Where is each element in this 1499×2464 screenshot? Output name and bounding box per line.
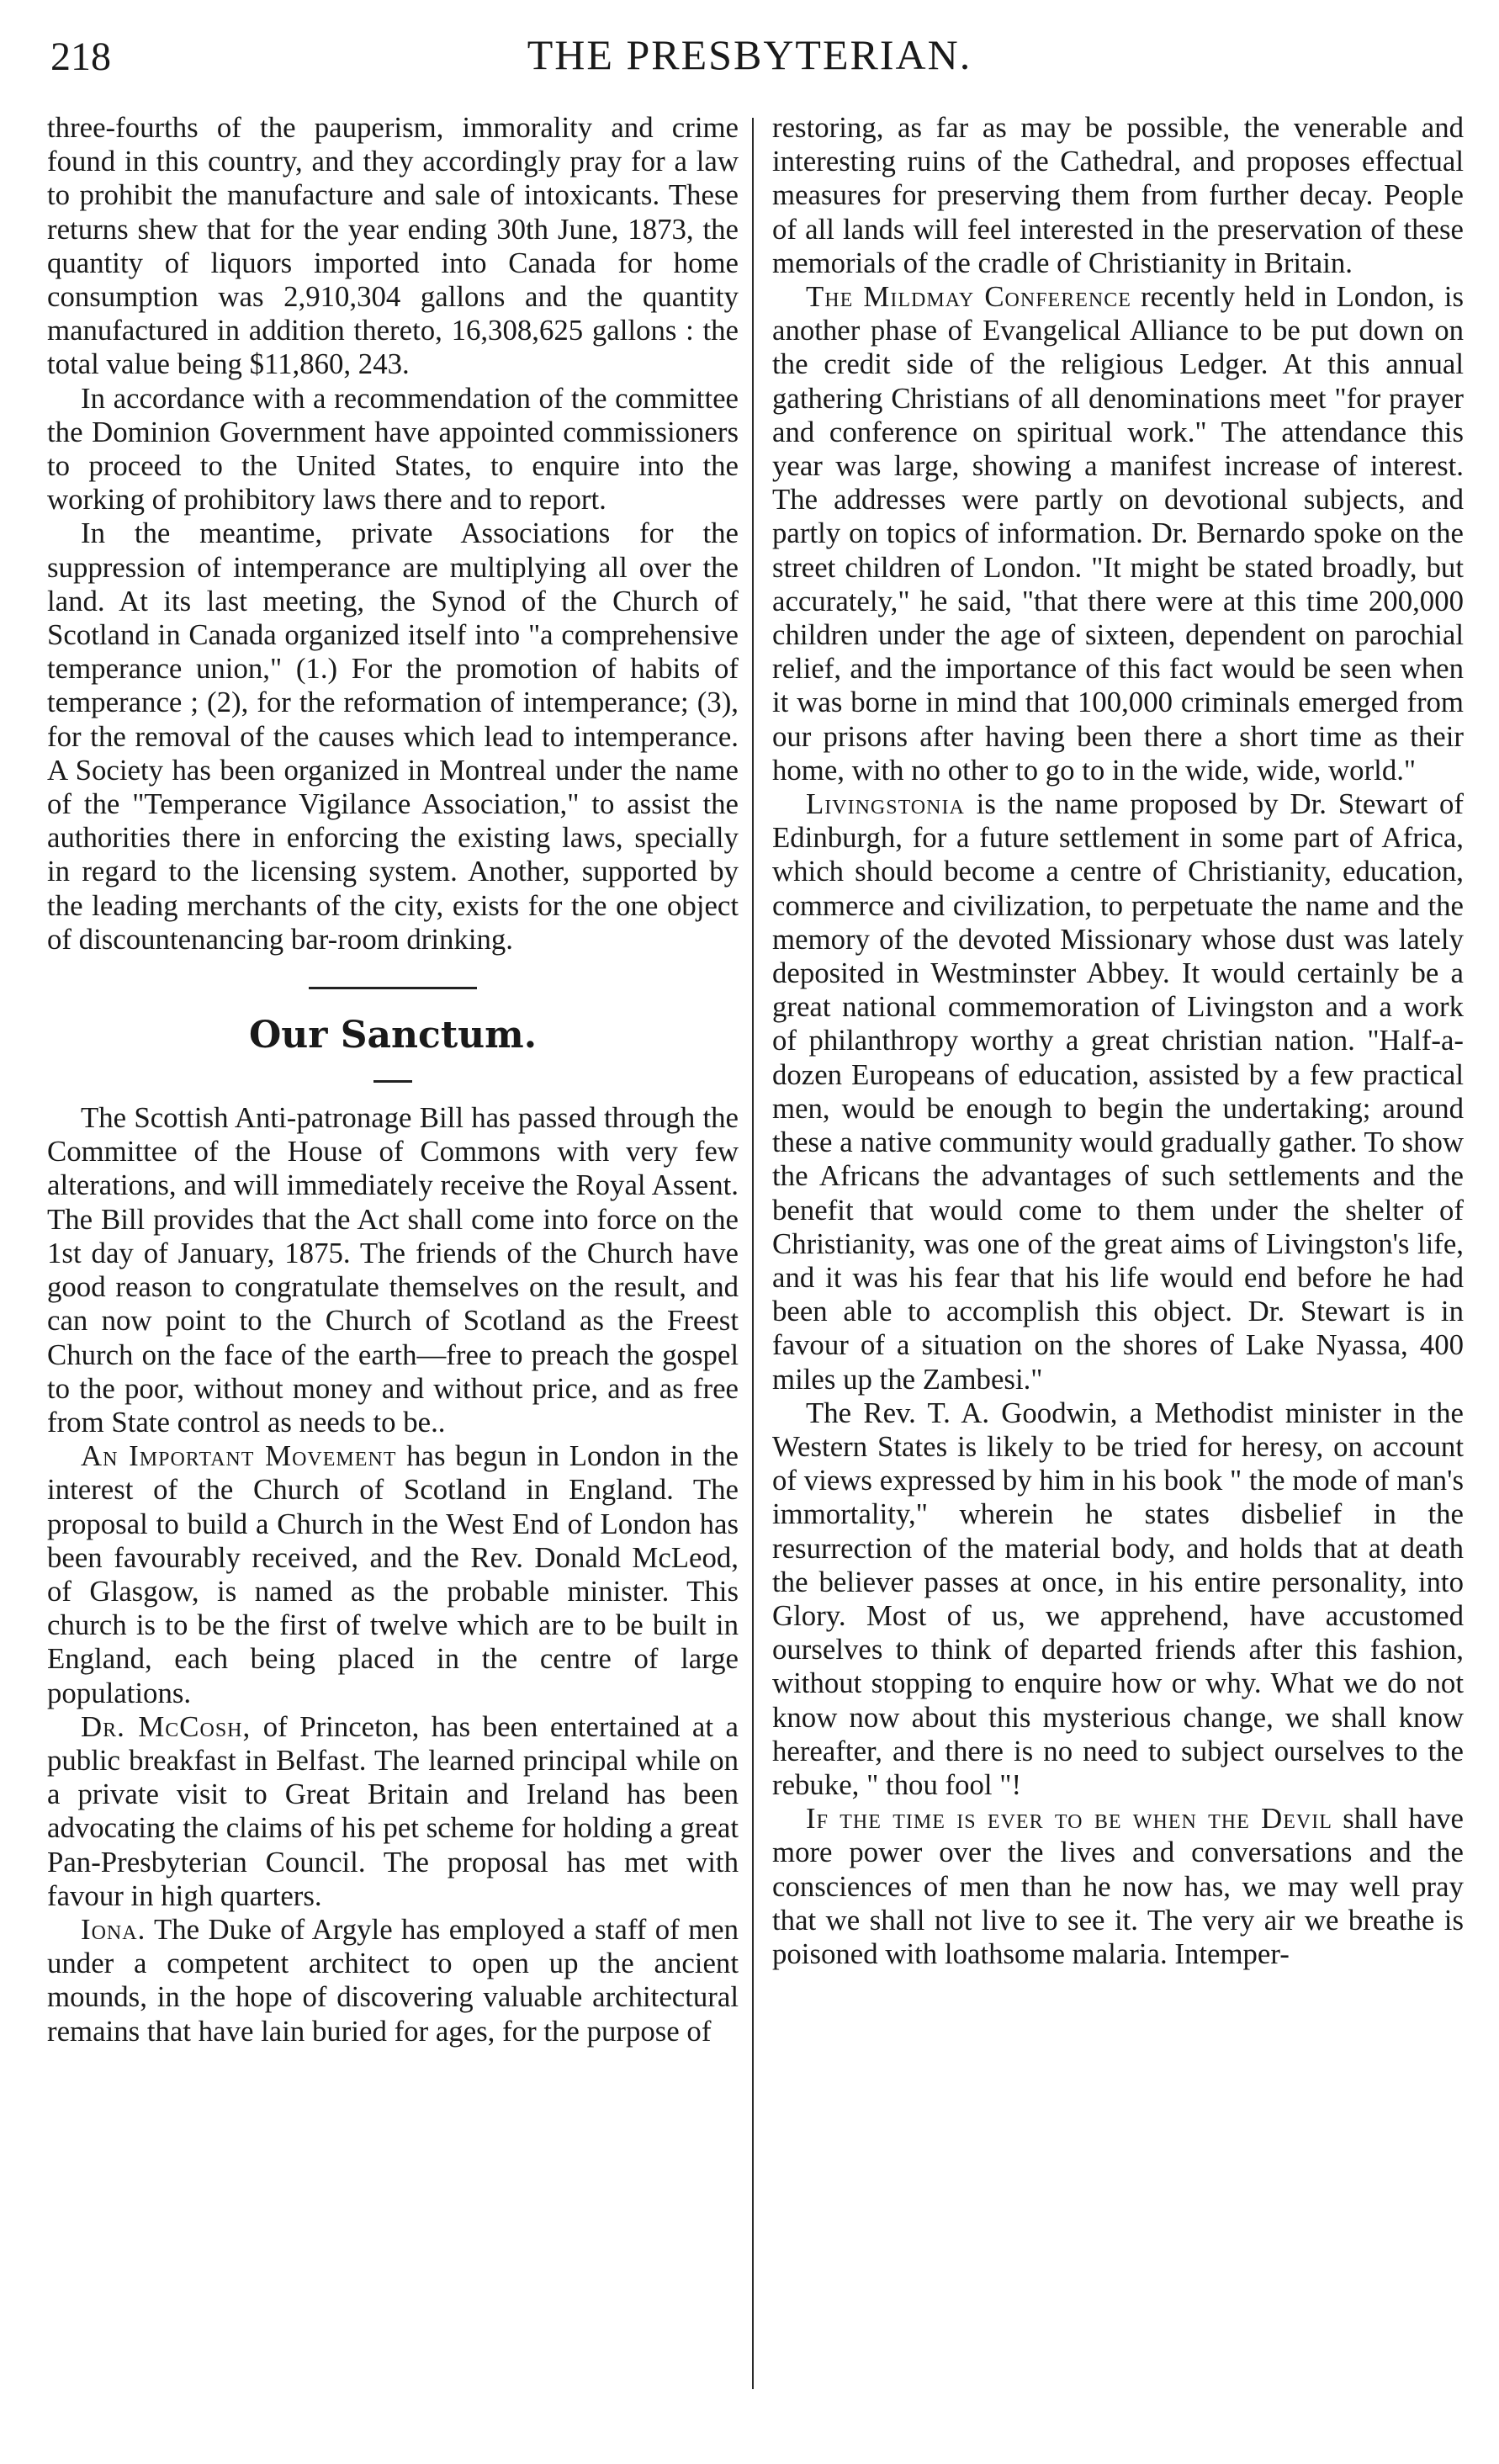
- paragraph: In the meantime, private Associations for the suppression of intemperance are multiplying all over the land. At its last meeting, the Synod of the Church of Scotland in Canada organized itself into "a comprehensive temperance union," (1.) For the promotion of habits of temperance ; (2), for the reformation of intemperance; (3), for the removal of the causes which lead to intemperance. A Society has been organized in Montreal under the name of the "Temperance Vigilance Association," to assist the authorities there in enforcing the existing laws, specially in regard to the licensing system. Another, supported by the leading merchants of the city, exists for the one object of discountenancing bar-room drinking.: [47, 517, 739, 956]
- paragraph: [47, 1439, 739, 1710]
- paragraph: In accordance with a recommendation of the committee the Dominion Government have appointed commissioners to proceed to the United States, to enquire into the working of prohibitory laws there and to report.: [47, 381, 739, 517]
- paragraph-body: shall have more power over the lives and conversations and the consciences of men than he now has, we may well pray that we shall not live to see it. The very air we breathe is poisoned with loathsome malaria. Intemper-: [772, 1802, 1464, 1970]
- paragraph-body: recently held in London, is another phase of Evangelical Alliance to be put down on the credit side of the religious Ledger. At this annual gathering Christians of all denominations meet "for prayer and conference on spiritual work." The attendance this year was large, showing a manifest increase of interest. The addresses were partly on devotional subjects, and partly on topics of information. Dr. Bernardo spoke on the street children of London. "It might be stated broadly, but accurately," he said, "that there were at this time 200,000 children under the age of sixteen, dependent on parochial relief, and the importance of this fact would be seen when it was borne in mind that 100,000 criminals emerged from our prisons after having been there a short time as their home, with no other to go to in the wide, wide, world.": [772, 280, 1464, 787]
- left-column: [47, 111, 739, 2048]
- paragraph: restoring, as far as may be possible, the venerable and interesting ruins of the Cathedral, and proposes effectual measures for preserving them from further decay. People of all lands will feel interested in the preservation of these memorials of the cradle of Christianity in Britain.: [772, 111, 1464, 279]
- paragraph-lead: An Important Movement: [81, 1439, 397, 1473]
- paragraph-lead: If the time is ever to be when the Devil: [806, 1802, 1332, 1836]
- page-number: 218: [50, 34, 111, 79]
- paragraph-body: has begun in London in the interest of the Church of Scotland in England. The proposal to build a Church in the West End of London has been favourably received, and the Rev. Donald McLeod, of Glasgow, is named as the probable minister. This church is to be the first of twelve which are to be built in England, each being placed in the centre of large populations.: [47, 1439, 739, 1709]
- paragraph: [772, 787, 1464, 1396]
- paragraph: The Rev. T. A. Goodwin, a Methodist minister in the Western States is likely to be tried for heresy, on account of views expressed by him in his book " the mode of man's immortality," wherein he states disbelief in the resurrection of the material body, and holds that at death the believer passes at once, in his entire personality, into Glory. Most of us, we apprehend, have accustomed ourselves to think of departed friends after this fashion, without stopping to enquire how or why. What we do not know now about this mysterious change, we shall know hereafter, and there is no need to subject ourselves to the rebuke, " thou fool "!: [772, 1396, 1464, 1801]
- paragraph-body: The Duke of Argyle has employed a staff of men under a competent architect to open up the ancient mounds, in the hope of discovering valuable architectural remains that have lain buried for ages, for the purpose of: [47, 1912, 739, 2048]
- paragraph-body: of Princeton, has been entertained at a public breakfast in Belfast. The learned principal while on a private visit to Great Britain and Ireland has been advocating the claims of his pet scheme for holding a great Pan-Presbyterian Council. The proposal has met with favour in high quarters.: [47, 1709, 739, 1912]
- section-heading: Our Sanctum.: [248, 1014, 538, 1057]
- section-divider: [309, 987, 477, 989]
- paragraph-body: is the name proposed by Dr. Stewart of Edinburgh, for a future settlement in some part of Africa, which should become a centre of Christianity, education, commerce and civilization, to perpetuate the name and the memory of the devoted Missionary whose dust was lately deposited in Westminster Abbey. It would certainly be a great national commemoration of Livingston and a work of philanthropy worthy a great christian nation. "Half-a-dozen Europeans of education, assisted by a few practical men, would be enough to begin the undertaking; around these a native community would gradually gather. To show the Africans the advantages of such settlements and the benefit that would come to them under the shelter of Christianity, was one of the great aims of Livingston's life, and it was his fear that his life would end before he had been able to accomplish this object. Dr. Stewart is in favour of a situation on the shores of Lake Nyassa, 400 miles up the Zambesi.": [772, 787, 1464, 1396]
- paragraph-lead: The Mildmay Conference: [806, 280, 1131, 314]
- paragraph: [772, 1802, 1464, 1971]
- paragraph-lead: Dr. McCosh,: [81, 1709, 252, 1743]
- paragraph: [47, 1710, 739, 1913]
- section-header-block: [47, 987, 739, 1083]
- column-divider: [752, 118, 754, 2389]
- right-column: [772, 111, 1464, 1971]
- paragraph: The Scottish Anti-patronage Bill has passed through the Committee of the House of Commons with very few alterations, and will immediately receive the Royal Assent. The Bill provides that the Act shall come into force on the 1st day of January, 1875. The friends of the Church have good reason to congratulate themselves on the result, and can now point to the Church of Scotland as the Freest Church on the face of the earth—free to preach the gospel to the poor, without money and without price, and as free from State control as needs to be..: [47, 1101, 739, 1439]
- section-divider-short: [373, 1080, 412, 1083]
- paragraph: [47, 1913, 739, 2048]
- running-title: THE PRESBYTERIAN.: [527, 31, 972, 78]
- paragraph-lead: Livingstonia: [806, 787, 965, 821]
- paragraph: three-fourths of the pauperism, immorality and crime found in this country, and they accordingly pray for a law to prohibit the manufacture and sale of intoxicants. These returns shew that for the year ending 30th June, 1873, the quantity of liquors imported into Canada for home consumption was 2,910,304 gallons and the quantity manufactured in addition thereto, 16,308,625 gallons : the total value being $11,860, 243.: [47, 111, 739, 381]
- paragraph: [772, 280, 1464, 787]
- paragraph-lead: Iona.: [81, 1912, 146, 1946]
- page-header: [50, 24, 1449, 91]
